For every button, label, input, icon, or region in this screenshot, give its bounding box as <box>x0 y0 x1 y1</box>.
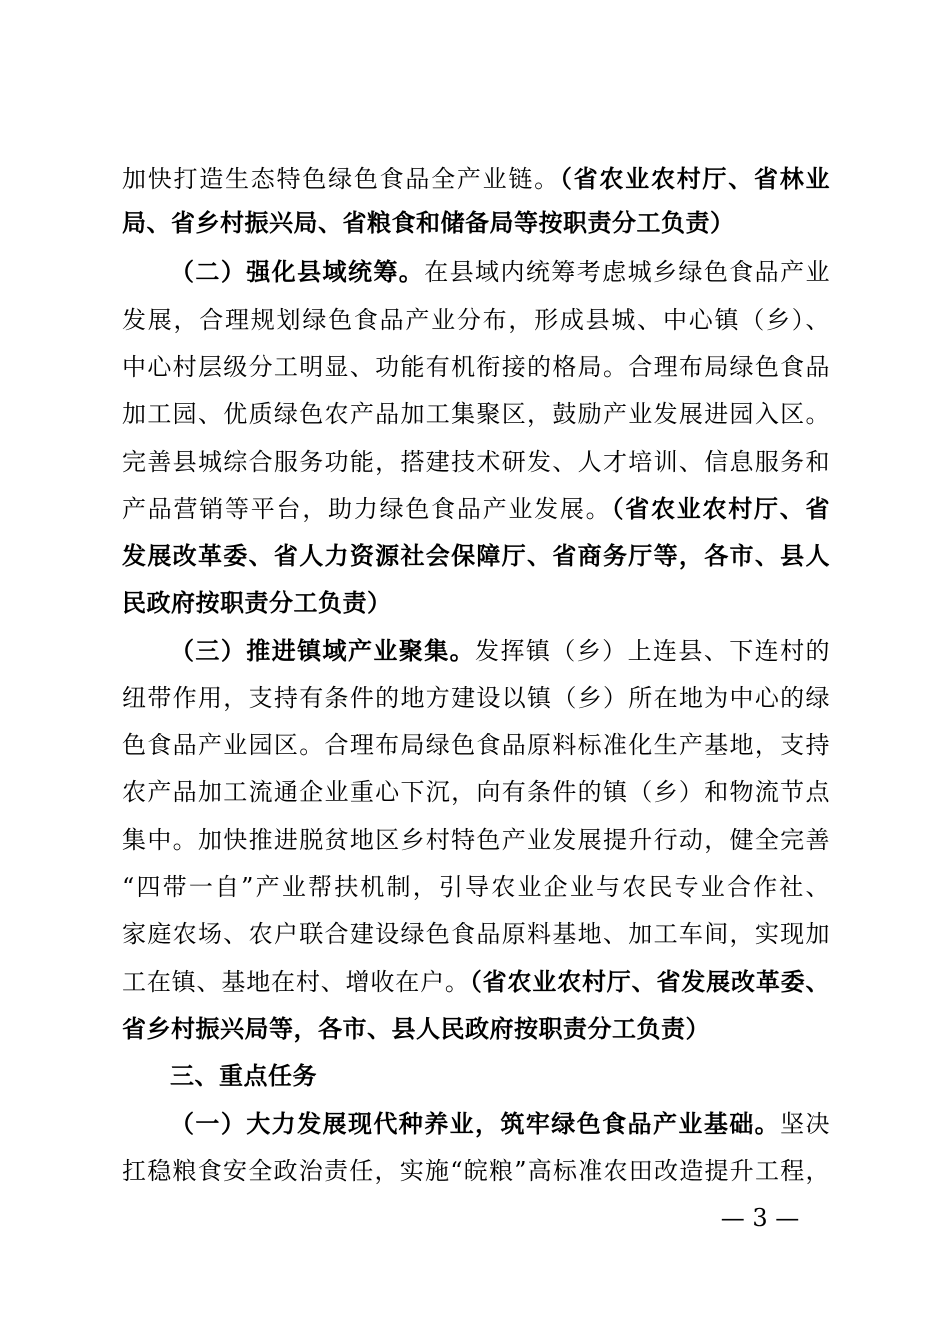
responsibility-note: （省农业农村厅、省林业 <box>559 164 830 193</box>
text-line: 工在镇、基地在村、增收在户。（省农业农村厅、省发展改革委、 <box>122 967 830 996</box>
text-line: 纽带作用，支持有条件的地方建设以镇（乡）所在地为中心的绿 <box>122 684 830 712</box>
text-line: （二）强化县域统筹。在县域内统筹考虑城乡绿色食品产业 <box>170 257 831 286</box>
text-line: 产品营销等平台，助力绿色食品产业发展。（省农业农村厅、省 <box>122 494 831 523</box>
text-line: 农产品加工流通企业重心下沉，向有条件的镇（乡）和物流节点 <box>122 778 830 806</box>
text-line: “四带一自”产业帮扶机制，引导农业企业与农民专业合作社、 <box>122 873 830 901</box>
responsibility-note: 省乡村振兴局等，各市、县人民政府按职责分工负责） <box>122 1014 710 1043</box>
responsibility-note: （省农业农村厅、省发展改革委、 <box>469 967 830 996</box>
text-line: 完善县城综合服务功能，搭建技术研发、人才培训、信息服务和 <box>122 448 830 476</box>
text-line: 色食品产业园区。合理布局绿色食品原料标准化生产基地，支持 <box>122 731 830 759</box>
text-line: 家庭农场、农户联合建设绿色食品原料基地、加工车间，实现加 <box>122 920 830 948</box>
text-line: 发展，合理规划绿色食品产业分布，形成县城、中心镇（乡）、 <box>122 306 830 334</box>
text-line: （三）推进镇域产业聚集。发挥镇（乡）上连县、下连村的 <box>170 636 831 665</box>
text-line: （一）大力发展现代种养业，筑牢绿色食品产业基础。坚决 <box>170 1109 830 1138</box>
responsibility-note: 发展改革委、省人力资源社会保障厅、省商务厅等，各市、县人 <box>122 541 830 570</box>
text-line: 中心村层级分工明显、功能有机衔接的格局。合理布局绿色食品 <box>122 353 830 381</box>
section-heading: （一）大力发展现代种养业，筑牢绿色食品产业基础。 <box>170 1109 781 1138</box>
chapter-heading: 三、重点任务 <box>170 1061 317 1090</box>
page-number: — 3 — <box>720 1204 800 1232</box>
section-heading: （二）强化县域统筹。 <box>170 257 425 286</box>
text-line: 集中。加快推进脱贫地区乡村特色产业发展提升行动，健全完善 <box>122 826 830 854</box>
responsibility-note: 民政府按职责分工负责） <box>122 588 392 617</box>
text-line: 扛稳粮食安全政治责任，实施“皖粮”高标准农田改造提升工程， <box>122 1157 830 1185</box>
responsibility-note: 局、省乡村振兴局、省粮食和储备局等按职责分工负责） <box>122 208 735 237</box>
section-heading: （三）推进镇域产业聚集。 <box>170 636 476 665</box>
responsibility-note: （省农业农村厅、省 <box>611 494 831 523</box>
text-line: 加快打造生态特色绿色食品全产业链。（省农业农村厅、省林业 <box>122 164 830 193</box>
text-line: 加工园、优质绿色农产品加工集聚区，鼓励产业发展进园入区。 <box>122 400 830 428</box>
